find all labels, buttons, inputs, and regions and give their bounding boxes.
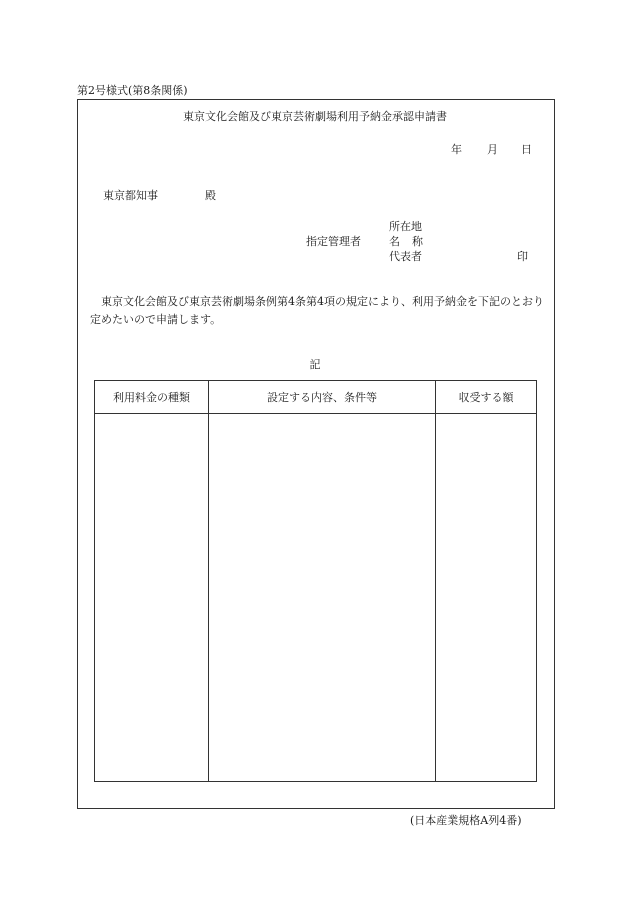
date-day-label: 日 xyxy=(521,143,532,156)
cell-fee-type[interactable] xyxy=(95,414,209,782)
applicant-representative-label: 代表者 xyxy=(389,250,422,263)
addressee-name: 東京都知事 xyxy=(103,189,158,202)
date-year-label: 年 xyxy=(451,143,462,156)
seal-label: 印 xyxy=(517,250,528,263)
form-number: 第2号様式(第8条関係) xyxy=(77,84,188,97)
addressee-honorific: 殿 xyxy=(205,189,216,202)
applicant-manager-label: 指定管理者 xyxy=(306,235,361,248)
cell-amount[interactable] xyxy=(436,414,537,782)
document-title: 東京文化会館及び東京芸術劇場利用予納金承認申請書 xyxy=(183,110,447,123)
table-row xyxy=(95,414,537,782)
application-body-text: 東京文化会館及び東京芸術劇場条例第4条第4項の規定により、利用予納金を下記のとおり定めたいので申請します。 xyxy=(90,295,544,326)
header-fee-type: 利用料金の種類 xyxy=(95,381,209,414)
applicant-name-label: 名称 xyxy=(389,235,435,248)
record-heading: 記 xyxy=(309,358,321,371)
header-amount: 収受する額 xyxy=(436,381,537,414)
date-month-label: 月 xyxy=(487,143,498,156)
cell-conditions[interactable] xyxy=(209,414,436,782)
header-conditions: 設定する内容、条件等 xyxy=(209,381,436,414)
fee-table xyxy=(94,380,537,782)
table-header-row xyxy=(95,381,537,414)
paper-size-note: (日本産業規格A列4番) xyxy=(410,814,522,827)
applicant-address-label: 所在地 xyxy=(389,220,422,233)
